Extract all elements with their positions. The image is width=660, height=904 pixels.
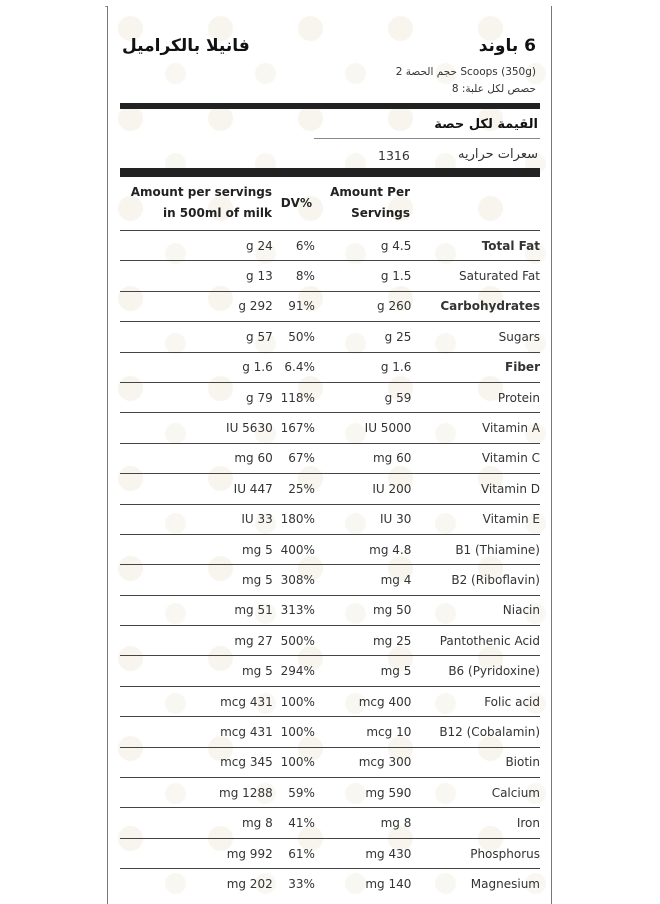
daily-value: 6.4%: [273, 352, 315, 382]
milk-amount: g 13: [120, 261, 273, 291]
milk-amount: g 57: [120, 322, 273, 352]
table-row: [120, 504, 540, 534]
divider-bar-thick: [120, 168, 540, 177]
nutrient-name: B2 (Riboflavin): [411, 565, 540, 595]
calories-value: 1316: [378, 148, 410, 163]
table-row: [120, 778, 540, 808]
daily-value: 8%: [273, 261, 315, 291]
nutrient-name: Folic acid: [411, 686, 540, 716]
serving-amount: g 1.5: [315, 261, 411, 291]
table-row: [120, 717, 540, 747]
serving-amount: g 25: [315, 322, 411, 352]
serving-size: حجم الحصة 2 Scoops (350g): [395, 66, 536, 78]
daily-value: 180%: [273, 504, 315, 534]
serving-amount: mg 430: [315, 838, 411, 868]
table-row: [120, 626, 540, 656]
table-row: [120, 565, 540, 595]
milk-amount: mg 60: [120, 443, 273, 473]
serving-amount: mg 60: [315, 443, 411, 473]
table-row: [120, 869, 540, 899]
nutrient-name: B1 (Thiamine): [411, 534, 540, 564]
table-row: [120, 261, 540, 291]
milk-amount: IU 33: [120, 504, 273, 534]
table-row: [120, 413, 540, 443]
nutrient-name: Saturated Fat: [411, 261, 540, 291]
nutrient-name: Vitamin D: [411, 474, 540, 504]
milk-amount: IU 5630: [120, 413, 273, 443]
nutrient-name: Iron: [411, 808, 540, 838]
daily-value: 67%: [273, 443, 315, 473]
nutrient-table: [120, 230, 540, 899]
daily-value: 91%: [273, 291, 315, 321]
product-flavor: فانيلا بالكراميل: [122, 36, 250, 56]
label-header: [120, 36, 540, 98]
nutrient-name: Carbohydrates: [411, 291, 540, 321]
daily-value: 308%: [273, 565, 315, 595]
serving-amount: mcg 10: [315, 717, 411, 747]
nutrient-name: Sugars: [411, 322, 540, 352]
table-row: [120, 595, 540, 625]
milk-amount: mg 8: [120, 808, 273, 838]
serving-amount: mg 4: [315, 565, 411, 595]
table-row: [120, 838, 540, 868]
nutrient-name: Vitamin C: [411, 443, 540, 473]
serving-amount: g 1.6: [315, 352, 411, 382]
daily-value: 400%: [273, 534, 315, 564]
daily-value: 25%: [273, 474, 315, 504]
table-row: [120, 686, 540, 716]
daily-value: 61%: [273, 838, 315, 868]
serving-amount: mg 25: [315, 626, 411, 656]
daily-value: 167%: [273, 413, 315, 443]
nutrient-name: Pantothenic Acid: [411, 626, 540, 656]
milk-amount: mg 5: [120, 656, 273, 686]
milk-amount: mg 5: [120, 565, 273, 595]
serving-amount: mcg 400: [315, 686, 411, 716]
table-row: [120, 534, 540, 564]
milk-amount: g 292: [120, 291, 273, 321]
milk-amount: g 24: [120, 231, 273, 261]
table-row: [120, 656, 540, 686]
calories-label: سعرات حراريه: [457, 147, 538, 162]
serving-amount: g 4.5: [315, 231, 411, 261]
serving-amount: mg 5: [315, 656, 411, 686]
product-size: 6 باوند: [478, 36, 536, 56]
serving-amount: mg 4.8: [315, 534, 411, 564]
table-row: [120, 443, 540, 473]
serving-amount: g 260: [315, 291, 411, 321]
serving-amount: mg 140: [315, 869, 411, 899]
daily-value: 33%: [273, 869, 315, 899]
table-row: [120, 352, 540, 382]
table-row: [120, 382, 540, 412]
table-row: [120, 474, 540, 504]
nutrient-name: Vitamin A: [411, 413, 540, 443]
serving-amount: IU 200: [315, 474, 411, 504]
daily-value: 118%: [273, 382, 315, 412]
milk-amount: mcg 431: [120, 717, 273, 747]
nutrient-name: Biotin: [411, 747, 540, 777]
column-header-dv: DV%: [280, 196, 312, 210]
serving-amount: g 59: [315, 382, 411, 412]
nutrient-name: B6 (Pyridoxine): [411, 656, 540, 686]
milk-amount: mg 1288: [120, 778, 273, 808]
milk-amount: mg 992: [120, 838, 273, 868]
serving-amount: mg 590: [315, 778, 411, 808]
table-row: [120, 322, 540, 352]
table-row: [120, 747, 540, 777]
nutrient-name: Protein: [411, 382, 540, 412]
milk-amount: g 79: [120, 382, 273, 412]
table-row: [120, 291, 540, 321]
daily-value: 59%: [273, 778, 315, 808]
column-header-milk: Amount per servings in 500ml of milk: [130, 185, 272, 220]
nutrient-name: Fiber: [411, 352, 540, 382]
daily-value: 294%: [273, 656, 315, 686]
servings-per-container: حصص لكل علبة: 8: [451, 83, 536, 95]
nutrient-name: Calcium: [411, 778, 540, 808]
serving-amount: mcg 300: [315, 747, 411, 777]
daily-value: 50%: [273, 322, 315, 352]
milk-amount: mg 202: [120, 869, 273, 899]
per-serving-heading: القيمة لكل حصة: [434, 117, 538, 132]
daily-value: 100%: [273, 717, 315, 747]
nutrient-name: Phosphorus: [411, 838, 540, 868]
divider-bar: [120, 103, 540, 109]
nutrient-name: Total Fat: [411, 231, 540, 261]
milk-amount: mcg 431: [120, 686, 273, 716]
milk-amount: mcg 345: [120, 747, 273, 777]
milk-amount: mg 27: [120, 626, 273, 656]
daily-value: 41%: [273, 808, 315, 838]
nutrient-name: Vitamin E: [411, 504, 540, 534]
nutrient-name: Niacin: [411, 595, 540, 625]
daily-value: 6%: [273, 231, 315, 261]
nutrient-name: B12 (Cobalamin): [411, 717, 540, 747]
daily-value: 500%: [273, 626, 315, 656]
daily-value: 100%: [273, 747, 315, 777]
column-header-per-serving: Amount Per Servings: [330, 185, 410, 220]
daily-value: 100%: [273, 686, 315, 716]
table-row: [120, 808, 540, 838]
serving-amount: mg 8: [315, 808, 411, 838]
milk-amount: IU 447: [120, 474, 273, 504]
serving-amount: mg 50: [315, 595, 411, 625]
nutrient-name: Magnesium: [411, 869, 540, 899]
daily-value: 313%: [273, 595, 315, 625]
milk-amount: mg 5: [120, 534, 273, 564]
serving-amount: IU 5000: [315, 413, 411, 443]
table-row: [120, 231, 540, 261]
milk-amount: mg 51: [120, 595, 273, 625]
serving-amount: IU 30: [315, 504, 411, 534]
milk-amount: g 1.6: [120, 352, 273, 382]
divider-line: [314, 138, 540, 139]
